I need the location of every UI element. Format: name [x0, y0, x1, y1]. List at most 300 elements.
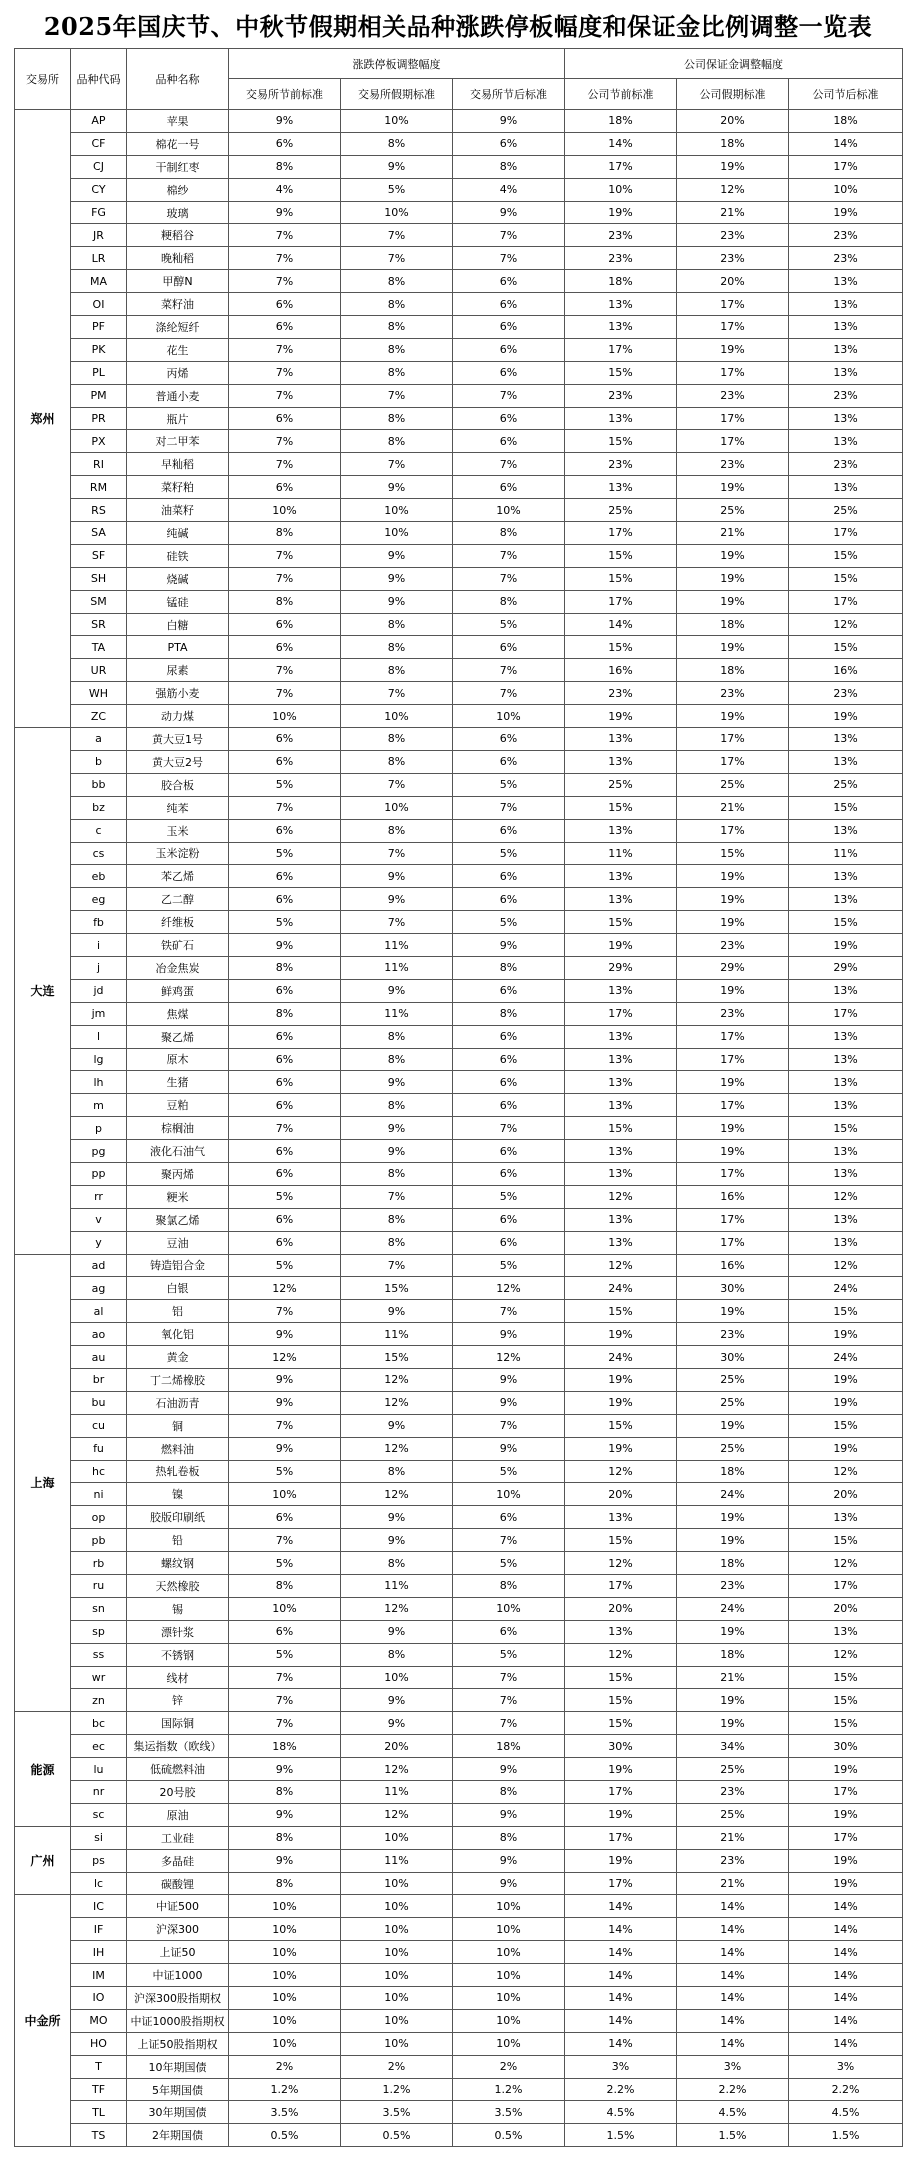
limit-after-cell: 10%: [453, 1483, 565, 1506]
limit-after-cell: 9%: [453, 934, 565, 957]
name-cell: 铜: [127, 1414, 229, 1437]
code-cell: eb: [71, 865, 127, 888]
margin-holiday-cell: 17%: [677, 728, 789, 751]
code-cell: CJ: [71, 155, 127, 178]
code-cell: WH: [71, 682, 127, 705]
table-row: [15, 1689, 903, 1712]
limit-after-cell: 10%: [453, 1987, 565, 2010]
limit-before-cell: 6%: [229, 1162, 341, 1185]
margin-holiday-cell: 25%: [677, 1758, 789, 1781]
limit-before-cell: 5%: [229, 1643, 341, 1666]
table-row: [15, 1552, 903, 1575]
table-row: [15, 567, 903, 590]
limit-after-cell: 6%: [453, 888, 565, 911]
margin-holiday-cell: 17%: [677, 1025, 789, 1048]
limit-holiday-cell: 8%: [341, 1460, 453, 1483]
limit-before-cell: 10%: [229, 1964, 341, 1987]
margin-holiday-cell: 3%: [677, 2055, 789, 2078]
page-title: 2025年国庆节、中秋节假期相关品种涨跌停板幅度和保证金比例调整一览表: [43, 11, 873, 41]
limit-after-cell: 8%: [453, 1575, 565, 1598]
limit-holiday-cell: 9%: [341, 476, 453, 499]
limit-before-cell: 6%: [229, 132, 341, 155]
limit-before-cell: 10%: [229, 499, 341, 522]
margin-after-cell: 13%: [789, 316, 903, 339]
code-cell: j: [71, 956, 127, 979]
margin-holiday-cell: 19%: [677, 865, 789, 888]
limit-holiday-cell: 9%: [341, 155, 453, 178]
limit-holiday-cell: 10%: [341, 1987, 453, 2010]
limit-after-cell: 7%: [453, 453, 565, 476]
margin-before-cell: 14%: [565, 2032, 677, 2055]
limit-after-cell: 18%: [453, 1735, 565, 1758]
margin-before-cell: 17%: [565, 1575, 677, 1598]
limit-holiday-cell: 8%: [341, 1643, 453, 1666]
margin-before-cell: 14%: [565, 613, 677, 636]
header-margin-holiday: 公司假期标准: [677, 79, 789, 110]
margin-after-cell: 18%: [789, 110, 903, 133]
margin-holiday-cell: 19%: [677, 705, 789, 728]
code-cell: p: [71, 1117, 127, 1140]
limit-before-cell: 5%: [229, 1552, 341, 1575]
limit-holiday-cell: 8%: [341, 1025, 453, 1048]
limit-after-cell: 7%: [453, 224, 565, 247]
margin-holiday-cell: 19%: [677, 1300, 789, 1323]
margin-before-cell: 18%: [565, 110, 677, 133]
margin-holiday-cell: 18%: [677, 132, 789, 155]
header-name: 品种名称: [127, 49, 229, 110]
name-cell: 5年期国债: [127, 2078, 229, 2101]
code-cell: l: [71, 1025, 127, 1048]
code-cell: CF: [71, 132, 127, 155]
limit-after-cell: 2%: [453, 2055, 565, 2078]
code-cell: i: [71, 934, 127, 957]
limit-holiday-cell: 7%: [341, 224, 453, 247]
limit-before-cell: 8%: [229, 1002, 341, 1025]
margin-before-cell: 13%: [565, 728, 677, 751]
name-cell: 黄金: [127, 1346, 229, 1369]
margin-holiday-cell: 19%: [677, 1712, 789, 1735]
table-row: [15, 888, 903, 911]
margin-before-cell: 17%: [565, 1872, 677, 1895]
limit-after-cell: 6%: [453, 430, 565, 453]
margin-holiday-cell: 21%: [677, 201, 789, 224]
margin-before-cell: 19%: [565, 1849, 677, 1872]
limit-holiday-cell: 8%: [341, 1094, 453, 1117]
limit-holiday-cell: 10%: [341, 201, 453, 224]
limit-holiday-cell: 12%: [341, 1597, 453, 1620]
margin-before-cell: 24%: [565, 1277, 677, 1300]
code-cell: HO: [71, 2032, 127, 2055]
limit-before-cell: 6%: [229, 1620, 341, 1643]
table-row: [15, 1666, 903, 1689]
limit-holiday-cell: 9%: [341, 1414, 453, 1437]
limit-holiday-cell: 12%: [341, 1368, 453, 1391]
name-cell: 沪深300: [127, 1918, 229, 1941]
limit-holiday-cell: 10%: [341, 522, 453, 545]
code-cell: SF: [71, 544, 127, 567]
limit-after-cell: 6%: [453, 1231, 565, 1254]
margin-holiday-cell: 19%: [677, 155, 789, 178]
limit-holiday-cell: 7%: [341, 1254, 453, 1277]
margin-holiday-cell: 19%: [677, 1529, 789, 1552]
name-cell: 瓶片: [127, 407, 229, 430]
table-row: [15, 728, 903, 751]
limit-after-cell: 6%: [453, 1048, 565, 1071]
limit-after-cell: 6%: [453, 293, 565, 316]
limit-after-cell: 7%: [453, 1117, 565, 1140]
exchange-cell: 能源: [15, 1712, 71, 1826]
name-cell: 聚氯乙烯: [127, 1208, 229, 1231]
margin-holiday-cell: 24%: [677, 1483, 789, 1506]
table-row: [15, 1712, 903, 1735]
limit-before-cell: 7%: [229, 567, 341, 590]
margin-holiday-cell: 16%: [677, 1254, 789, 1277]
limit-before-cell: 3.5%: [229, 2101, 341, 2124]
limit-holiday-cell: 8%: [341, 1552, 453, 1575]
limit-after-cell: 6%: [453, 1140, 565, 1163]
table-row: [15, 1185, 903, 1208]
header-margin-before: 公司节前标准: [565, 79, 677, 110]
margin-after-cell: 14%: [789, 1895, 903, 1918]
limit-after-cell: 6%: [453, 407, 565, 430]
limit-holiday-cell: 8%: [341, 361, 453, 384]
margin-holiday-cell: 14%: [677, 1987, 789, 2010]
limit-after-cell: 8%: [453, 522, 565, 545]
code-cell: wr: [71, 1666, 127, 1689]
header-limit-after: 交易所节后标准: [453, 79, 565, 110]
name-cell: 螺纹钢: [127, 1552, 229, 1575]
margin-holiday-cell: 14%: [677, 2009, 789, 2032]
code-cell: m: [71, 1094, 127, 1117]
name-cell: 锡: [127, 1597, 229, 1620]
limit-holiday-cell: 10%: [341, 1918, 453, 1941]
limit-after-cell: 10%: [453, 705, 565, 728]
table-row: [15, 1620, 903, 1643]
table-row: [15, 1941, 903, 1964]
margin-before-cell: 15%: [565, 544, 677, 567]
margin-before-cell: 13%: [565, 750, 677, 773]
limit-before-cell: 6%: [229, 1094, 341, 1117]
table-row: [15, 1437, 903, 1460]
table-body: [15, 110, 903, 2147]
limit-after-cell: 5%: [453, 1460, 565, 1483]
limit-after-cell: 6%: [453, 270, 565, 293]
code-cell: ps: [71, 1849, 127, 1872]
limit-before-cell: 6%: [229, 1071, 341, 1094]
name-cell: 铸造铝合金: [127, 1254, 229, 1277]
code-cell: UR: [71, 659, 127, 682]
code-cell: eg: [71, 888, 127, 911]
limit-holiday-cell: 2%: [341, 2055, 453, 2078]
name-cell: 涤纶短纤: [127, 316, 229, 339]
margin-holiday-cell: 25%: [677, 499, 789, 522]
margin-after-cell: 13%: [789, 338, 903, 361]
margin-after-cell: 15%: [789, 1712, 903, 1735]
code-cell: nr: [71, 1781, 127, 1804]
margin-before-cell: 17%: [565, 1002, 677, 1025]
limit-after-cell: 6%: [453, 1506, 565, 1529]
margin-after-cell: 19%: [789, 1437, 903, 1460]
margin-holiday-cell: 34%: [677, 1735, 789, 1758]
limit-before-cell: 9%: [229, 1803, 341, 1826]
margin-after-cell: 17%: [789, 1002, 903, 1025]
code-cell: CY: [71, 178, 127, 201]
margin-before-cell: 15%: [565, 567, 677, 590]
code-cell: MO: [71, 2009, 127, 2032]
limit-before-cell: 6%: [229, 476, 341, 499]
margin-holiday-cell: 25%: [677, 1391, 789, 1414]
limit-holiday-cell: 7%: [341, 773, 453, 796]
margin-holiday-cell: 30%: [677, 1346, 789, 1369]
code-cell: PL: [71, 361, 127, 384]
table-row: [15, 155, 903, 178]
table-row: [15, 2101, 903, 2124]
margin-after-cell: 15%: [789, 1689, 903, 1712]
name-cell: 燃料油: [127, 1437, 229, 1460]
margin-after-cell: 14%: [789, 1941, 903, 1964]
margin-after-cell: 15%: [789, 636, 903, 659]
table-row: [15, 1117, 903, 1140]
table-row: [15, 865, 903, 888]
limit-after-cell: 10%: [453, 1918, 565, 1941]
table-row: [15, 316, 903, 339]
margin-holiday-cell: 17%: [677, 750, 789, 773]
margin-before-cell: 19%: [565, 1391, 677, 1414]
limit-before-cell: 18%: [229, 1735, 341, 1758]
limit-after-cell: 6%: [453, 132, 565, 155]
limit-before-cell: 9%: [229, 1391, 341, 1414]
limit-after-cell: 9%: [453, 110, 565, 133]
code-cell: lh: [71, 1071, 127, 1094]
limit-before-cell: 10%: [229, 1483, 341, 1506]
margin-before-cell: 19%: [565, 1368, 677, 1391]
code-cell: IO: [71, 1987, 127, 2010]
table-row: [15, 842, 903, 865]
margin-before-cell: 19%: [565, 1437, 677, 1460]
code-cell: RS: [71, 499, 127, 522]
name-cell: 锰硅: [127, 590, 229, 613]
table-row: [15, 659, 903, 682]
limit-before-cell: 10%: [229, 1918, 341, 1941]
code-cell: ss: [71, 1643, 127, 1666]
name-cell: 花生: [127, 338, 229, 361]
margin-after-cell: 19%: [789, 705, 903, 728]
limit-before-cell: 6%: [229, 1048, 341, 1071]
name-cell: 不锈钢: [127, 1643, 229, 1666]
name-cell: 豆粕: [127, 1094, 229, 1117]
margin-holiday-cell: 21%: [677, 1826, 789, 1849]
limit-before-cell: 7%: [229, 453, 341, 476]
table-row: [15, 636, 903, 659]
code-cell: lc: [71, 1872, 127, 1895]
margin-holiday-cell: 21%: [677, 1666, 789, 1689]
margin-after-cell: 19%: [789, 1323, 903, 1346]
name-cell: 纯苯: [127, 796, 229, 819]
margin-before-cell: 13%: [565, 293, 677, 316]
name-cell: 丙烯: [127, 361, 229, 384]
margin-holiday-cell: 19%: [677, 567, 789, 590]
margin-after-cell: 19%: [789, 1872, 903, 1895]
margin-holiday-cell: 18%: [677, 613, 789, 636]
limit-after-cell: 9%: [453, 1758, 565, 1781]
limit-before-cell: 8%: [229, 522, 341, 545]
code-cell: IM: [71, 1964, 127, 1987]
limit-holiday-cell: 8%: [341, 293, 453, 316]
limit-holiday-cell: 12%: [341, 1803, 453, 1826]
name-cell: 中证1000股指期权: [127, 2009, 229, 2032]
limit-after-cell: 6%: [453, 1071, 565, 1094]
name-cell: 纯碱: [127, 522, 229, 545]
margin-before-cell: 19%: [565, 1323, 677, 1346]
limit-after-cell: 10%: [453, 1964, 565, 1987]
code-cell: br: [71, 1368, 127, 1391]
margin-holiday-cell: 23%: [677, 384, 789, 407]
limit-before-cell: 9%: [229, 201, 341, 224]
limit-holiday-cell: 9%: [341, 544, 453, 567]
margin-after-cell: 11%: [789, 842, 903, 865]
margin-holiday-cell: 24%: [677, 1597, 789, 1620]
name-cell: 铁矿石: [127, 934, 229, 957]
margin-before-cell: 19%: [565, 934, 677, 957]
name-cell: 白糖: [127, 613, 229, 636]
margin-before-cell: 14%: [565, 132, 677, 155]
name-cell: 中证1000: [127, 1964, 229, 1987]
margin-before-cell: 13%: [565, 1140, 677, 1163]
margin-holiday-cell: 19%: [677, 911, 789, 934]
limit-holiday-cell: 7%: [341, 1185, 453, 1208]
margin-after-cell: 13%: [789, 407, 903, 430]
table-row: [15, 499, 903, 522]
limit-after-cell: 8%: [453, 956, 565, 979]
margin-before-cell: 4.5%: [565, 2101, 677, 2124]
table-row: [15, 1323, 903, 1346]
name-cell: 氧化铝: [127, 1323, 229, 1346]
margin-holiday-cell: 19%: [677, 636, 789, 659]
limit-holiday-cell: 8%: [341, 1208, 453, 1231]
margin-after-cell: 19%: [789, 1803, 903, 1826]
table-row: [15, 1803, 903, 1826]
table-row: [15, 247, 903, 270]
limit-before-cell: 8%: [229, 956, 341, 979]
limit-after-cell: 7%: [453, 1529, 565, 1552]
margin-before-cell: 13%: [565, 888, 677, 911]
code-cell: bu: [71, 1391, 127, 1414]
margin-after-cell: 12%: [789, 1643, 903, 1666]
limit-holiday-cell: 1.2%: [341, 2078, 453, 2101]
code-cell: IF: [71, 1918, 127, 1941]
limit-before-cell: 7%: [229, 1300, 341, 1323]
limit-before-cell: 6%: [229, 979, 341, 1002]
name-cell: 甲醇N: [127, 270, 229, 293]
name-cell: 硅铁: [127, 544, 229, 567]
name-cell: 乙二醇: [127, 888, 229, 911]
margin-before-cell: 14%: [565, 2009, 677, 2032]
limit-before-cell: 7%: [229, 544, 341, 567]
margin-after-cell: 15%: [789, 544, 903, 567]
header-exchange: 交易所: [15, 49, 71, 110]
margin-before-cell: 15%: [565, 796, 677, 819]
limit-after-cell: 8%: [453, 1781, 565, 1804]
margin-holiday-cell: 17%: [677, 1162, 789, 1185]
table-row: [15, 1071, 903, 1094]
limit-before-cell: 9%: [229, 1437, 341, 1460]
margin-after-cell: 14%: [789, 132, 903, 155]
margin-holiday-cell: 19%: [677, 1414, 789, 1437]
limit-holiday-cell: 8%: [341, 819, 453, 842]
table-row: [15, 1460, 903, 1483]
margin-before-cell: 13%: [565, 476, 677, 499]
name-cell: 晚籼稻: [127, 247, 229, 270]
table-row: [15, 1918, 903, 1941]
code-cell: PX: [71, 430, 127, 453]
name-cell: 丁二烯橡胶: [127, 1368, 229, 1391]
name-cell: 线材: [127, 1666, 229, 1689]
limit-holiday-cell: 8%: [341, 728, 453, 751]
code-cell: ec: [71, 1735, 127, 1758]
limit-after-cell: 5%: [453, 773, 565, 796]
limit-after-cell: 5%: [453, 1643, 565, 1666]
margin-before-cell: 15%: [565, 1666, 677, 1689]
margin-before-cell: 15%: [565, 1529, 677, 1552]
code-cell: jm: [71, 1002, 127, 1025]
name-cell: 上证50股指期权: [127, 2032, 229, 2055]
margin-after-cell: 10%: [789, 178, 903, 201]
table-row: [15, 682, 903, 705]
margin-after-cell: 14%: [789, 1987, 903, 2010]
margin-holiday-cell: 17%: [677, 407, 789, 430]
margin-after-cell: 13%: [789, 361, 903, 384]
margin-after-cell: 13%: [789, 1162, 903, 1185]
limit-after-cell: 7%: [453, 1712, 565, 1735]
margin-holiday-cell: 4.5%: [677, 2101, 789, 2124]
code-cell: ag: [71, 1277, 127, 1300]
limit-after-cell: 6%: [453, 979, 565, 1002]
limit-after-cell: 10%: [453, 499, 565, 522]
margin-after-cell: 15%: [789, 1414, 903, 1437]
margin-holiday-cell: 20%: [677, 110, 789, 133]
margin-before-cell: 12%: [565, 1254, 677, 1277]
margin-after-cell: 13%: [789, 476, 903, 499]
limit-holiday-cell: 10%: [341, 1872, 453, 1895]
code-cell: hc: [71, 1460, 127, 1483]
name-cell: 黄大豆1号: [127, 728, 229, 751]
limit-before-cell: 7%: [229, 224, 341, 247]
table-row: [15, 1506, 903, 1529]
table-row: [15, 1002, 903, 1025]
margin-after-cell: 19%: [789, 201, 903, 224]
margin-after-cell: 23%: [789, 224, 903, 247]
margin-before-cell: 13%: [565, 1620, 677, 1643]
code-cell: y: [71, 1231, 127, 1254]
name-cell: 棕榈油: [127, 1117, 229, 1140]
margin-holiday-cell: 19%: [677, 1140, 789, 1163]
limit-holiday-cell: 8%: [341, 270, 453, 293]
margin-holiday-cell: 15%: [677, 842, 789, 865]
margin-after-cell: 12%: [789, 1254, 903, 1277]
margin-holiday-cell: 14%: [677, 1895, 789, 1918]
margin-before-cell: 25%: [565, 499, 677, 522]
limit-before-cell: 8%: [229, 590, 341, 613]
table-row: [15, 1849, 903, 1872]
limit-holiday-cell: 8%: [341, 1162, 453, 1185]
name-cell: 冶金焦炭: [127, 956, 229, 979]
margin-holiday-cell: 25%: [677, 1437, 789, 1460]
margin-after-cell: 19%: [789, 934, 903, 957]
limit-holiday-cell: 9%: [341, 1117, 453, 1140]
name-cell: 玉米淀粉: [127, 842, 229, 865]
limit-after-cell: 7%: [453, 1414, 565, 1437]
margin-before-cell: 14%: [565, 1895, 677, 1918]
